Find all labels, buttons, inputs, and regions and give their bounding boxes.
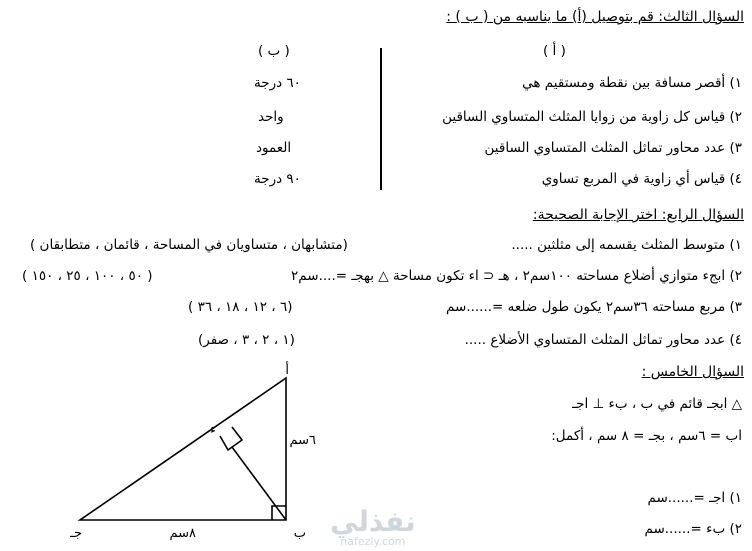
- altitude-bd: [232, 447, 286, 520]
- col-b-header: ( ب ): [258, 43, 290, 59]
- mcq-options-1: (متشابهان ، متساويان في المساحة ، قائمان ، متطابقان ): [30, 237, 348, 253]
- match-item-b-3: العمود: [256, 140, 292, 156]
- mcq-question-4: ٤) عدد محاور تماثل المثلث المتساوي الأضلاع .....: [464, 332, 742, 348]
- match-item-a-4: ٤) قياس أي زاوية في المربع تساوي: [541, 171, 742, 187]
- mcq-question-2: ٢) ابجء متوازي أضلاع مساحته ١٠٠سم٢ ، هـ ⊂ اء تكون مساحة △ بهجـ =....سم٢: [291, 268, 742, 284]
- match-item-b-4: ٩٠ درجة: [254, 171, 301, 187]
- label-d: ء: [209, 422, 216, 437]
- label-c: جـ: [70, 526, 82, 541]
- problem-question-2: ٢) بء =......سم: [644, 521, 742, 537]
- label-a: أ: [285, 363, 289, 378]
- problem-question-1: ١) اجـ =......سم: [647, 490, 742, 506]
- mcq-options-3: (٦ ، ١٢ ، ١٨ ، ٣٦ ): [188, 299, 293, 315]
- match-item-a-3: ٣) عدد محاور تماثل المثلث المتساوي الساقين: [484, 140, 742, 156]
- mcq-question-1: ١) متوسط المثلث يقسمه إلى مثلثين .....: [511, 237, 742, 253]
- match-item-b-2: واحد: [258, 109, 284, 125]
- mcq-options-2: ( ٥٠ ، ١٠٠ ، ٢٥ ، ١٥٠ ): [22, 268, 153, 284]
- watermark-logo: [330, 505, 416, 548]
- problem-statement-2: اب = ٦سم ، بجـ = ٨ سم ، أكمل:: [551, 428, 742, 444]
- side-ab-label: ٦سم: [289, 433, 316, 448]
- match-item-a-1: ١) أقصر مسافة بين نقطة ومستقيم هي: [522, 75, 742, 91]
- label-b: ب: [293, 526, 306, 541]
- section3-heading: السؤال الثالث: قم بتوصيل (أ) ما يناسبه من ( ب ) :: [446, 9, 744, 25]
- watermark-latin: nafezly.com: [340, 535, 406, 548]
- triangle-abc: [80, 378, 286, 520]
- problem-statement-1: △ ابجـ قائم في ب ، بء ⊥ اجـ: [572, 396, 742, 412]
- right-angle-d: [220, 427, 242, 450]
- side-bc-label: ٨سم: [169, 526, 196, 541]
- col-a-header: ( أ ): [543, 43, 566, 59]
- section4-heading: السؤال الرابع: اختر الإجابة الصحيحة:: [532, 207, 744, 223]
- mcq-question-3: ٣) مربع مساحته ٣٦سم٢ يكون طول ضلعه =......سم: [446, 299, 742, 315]
- section5-heading: السؤال الخامس :: [641, 364, 744, 380]
- watermark-arabic: نفذلي: [330, 505, 416, 538]
- mcq-options-4: (١ ، ٢ ، ٣ ، صفر): [198, 332, 295, 348]
- match-item-a-2: ٢) قياس كل زاوية من زوايا المثلث المتساوي الساقين: [442, 109, 742, 125]
- match-item-b-1: ٦٠ درجة: [254, 75, 301, 91]
